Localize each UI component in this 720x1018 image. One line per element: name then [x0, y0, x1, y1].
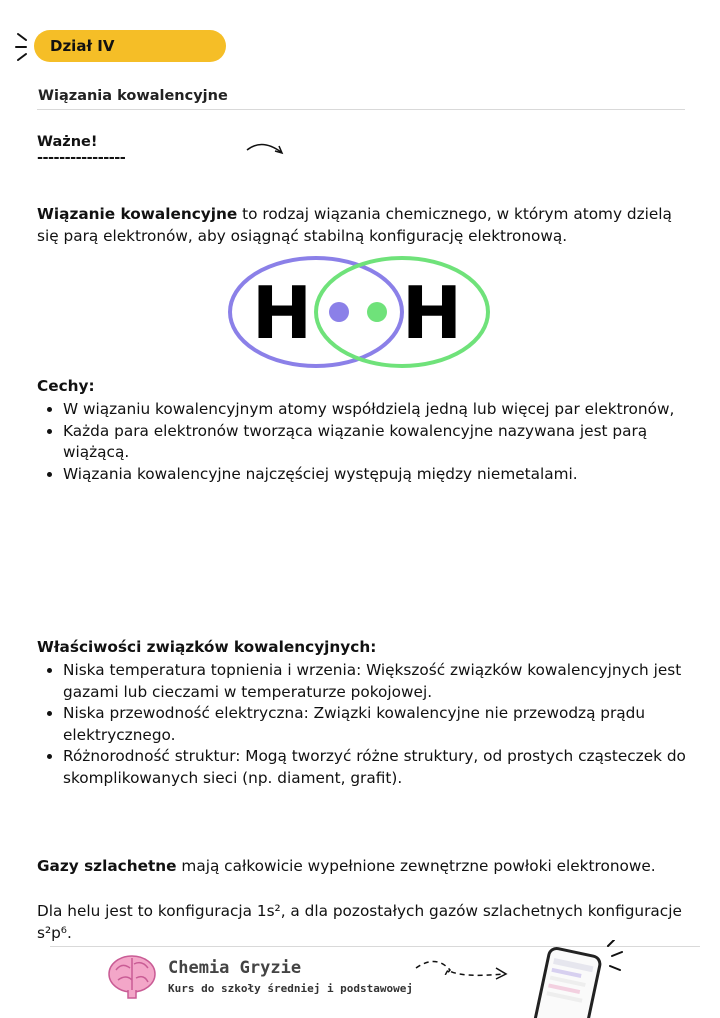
definition-paragraph: [37, 203, 687, 247]
properties-list: [37, 660, 713, 789]
list-item: • Niska temperatura topnienia i wrzenia: Większość związków kowalencyjnych jest gazami lub cieczami w temperaturze pokojowej.: [63, 660, 713, 703]
noble-gases-text: mają całkowicie wypełnione zewnętrzne powłoki elektronowe.: [176, 857, 656, 875]
electron-left: [329, 302, 349, 322]
list-item: • Niska przewodność elektryczna: Związki kowalencyjne nie przewodzą prądu elektrycznego.: [63, 703, 713, 746]
features-list: [37, 399, 713, 485]
left-atom-label: H: [251, 271, 313, 355]
curved-arrow-icon: [244, 138, 286, 158]
properties-heading: Właściwości związków kowalencyjnych:: [37, 638, 377, 656]
arrow-icon: [412, 958, 512, 984]
brand-subtitle: Kurs do szkoły średniej i podstawowej: [168, 982, 414, 995]
features-heading: Cechy:: [37, 377, 95, 395]
list-item: • Różnorodność struktur: Mogą tworzyć różne struktury, od prostych cząsteczek do skomplikowanych sieci (np. diament, grafit).: [63, 746, 713, 789]
spark-icon: [14, 30, 36, 64]
helium-paragraph: Dla helu jest to konfiguracja 1s², a dla pozostałych gazów szlachetnych konfiguracje s²p⁶.: [37, 902, 682, 942]
list-item: • W wiązaniu kowalencyjnym atomy współdzielą jedną lub więcej par elektronów,: [63, 399, 713, 421]
electron-right: [367, 302, 387, 322]
noble-gases-paragraph: [37, 855, 687, 877]
h2-molecule-diagram: [220, 252, 496, 374]
phone-icon: [520, 940, 630, 1018]
brand-name: Chemia Gryzie: [168, 958, 302, 978]
page-title: Wiązania kowalencyjne: [38, 88, 228, 104]
note-label: Ważne!: [37, 134, 98, 150]
section-badge: Dział IV: [34, 30, 226, 62]
title-divider: [37, 109, 685, 110]
definition-text: to rodzaj wiązania chemicznego, w którym atomy dzielą się parą elektronów, aby osiągnąć stabilną konfigurację elektronową.: [37, 205, 672, 245]
list-item: • Wiązania kowalencyjne najczęściej występują między niemetalami.: [63, 464, 713, 486]
noble-gases-term: Gazy szlachetne: [37, 857, 177, 875]
list-item: • Każda para elektronów tworząca wiązanie kowalencyjne nazywana jest parą wiążącą.: [63, 421, 713, 464]
definition-term: Wiązanie kowalencyjne: [37, 205, 238, 223]
note-underline: ----------------: [37, 150, 126, 166]
right-atom-label: H: [401, 271, 463, 355]
brain-icon: [106, 952, 158, 1002]
